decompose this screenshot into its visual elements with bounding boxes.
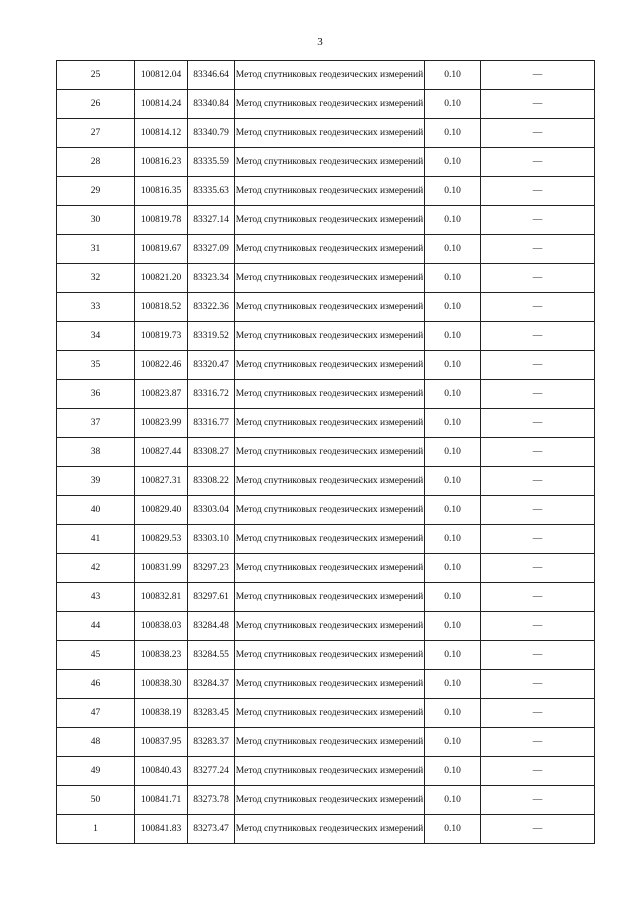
x-coordinate-cell: 100832.81 (135, 583, 188, 612)
note-cell: — (481, 757, 595, 786)
method-cell: Метод спутниковых геодезических измерений (235, 641, 425, 670)
error-cell: 0.10 (425, 612, 481, 641)
note-cell: — (481, 641, 595, 670)
note-cell: — (481, 554, 595, 583)
table-row (57, 496, 595, 525)
method-cell: Метод спутниковых геодезических измерений (235, 438, 425, 467)
note-cell: — (481, 409, 595, 438)
table-row (57, 148, 595, 177)
x-coordinate-cell: 100821.20 (135, 264, 188, 293)
point-number-cell: 35 (57, 351, 135, 380)
x-coordinate-cell: 100841.83 (135, 815, 188, 844)
point-number-cell: 38 (57, 438, 135, 467)
error-cell: 0.10 (425, 264, 481, 293)
method-cell: Метод спутниковых геодезических измерений (235, 815, 425, 844)
note-cell: — (481, 235, 595, 264)
error-cell: 0.10 (425, 786, 481, 815)
table-row (57, 757, 595, 786)
error-cell: 0.10 (425, 699, 481, 728)
point-number-cell: 31 (57, 235, 135, 264)
table-row (57, 61, 595, 90)
y-coordinate-cell: 83319.52 (188, 322, 235, 351)
y-coordinate-cell: 83284.55 (188, 641, 235, 670)
x-coordinate-cell: 100829.40 (135, 496, 188, 525)
y-coordinate-cell: 83327.14 (188, 206, 235, 235)
point-number-cell: 27 (57, 119, 135, 148)
point-number-cell: 44 (57, 612, 135, 641)
y-coordinate-cell: 83316.77 (188, 409, 235, 438)
method-cell: Метод спутниковых геодезических измерений (235, 467, 425, 496)
x-coordinate-cell: 100819.67 (135, 235, 188, 264)
error-cell: 0.10 (425, 61, 481, 90)
table-row (57, 264, 595, 293)
y-coordinate-cell: 83308.27 (188, 438, 235, 467)
table-row (57, 467, 595, 496)
y-coordinate-cell: 83316.72 (188, 380, 235, 409)
point-number-cell: 39 (57, 467, 135, 496)
y-coordinate-cell: 83273.78 (188, 786, 235, 815)
x-coordinate-cell: 100829.53 (135, 525, 188, 554)
error-cell: 0.10 (425, 119, 481, 148)
method-cell: Метод спутниковых геодезических измерений (235, 235, 425, 264)
method-cell: Метод спутниковых геодезических измерений (235, 757, 425, 786)
point-number-cell: 43 (57, 583, 135, 612)
y-coordinate-cell: 83273.47 (188, 815, 235, 844)
point-number-cell: 47 (57, 699, 135, 728)
x-coordinate-cell: 100827.44 (135, 438, 188, 467)
y-coordinate-cell: 83346.64 (188, 61, 235, 90)
coordinates-table (56, 60, 595, 844)
error-cell: 0.10 (425, 90, 481, 119)
table-row (57, 583, 595, 612)
error-cell: 0.10 (425, 380, 481, 409)
error-cell: 0.10 (425, 351, 481, 380)
note-cell: — (481, 815, 595, 844)
point-number-cell: 45 (57, 641, 135, 670)
note-cell: — (481, 467, 595, 496)
error-cell: 0.10 (425, 670, 481, 699)
y-coordinate-cell: 83303.04 (188, 496, 235, 525)
method-cell: Метод спутниковых геодезических измерений (235, 554, 425, 583)
note-cell: — (481, 583, 595, 612)
method-cell: Метод спутниковых геодезических измерений (235, 264, 425, 293)
x-coordinate-cell: 100812.04 (135, 61, 188, 90)
error-cell: 0.10 (425, 467, 481, 496)
method-cell: Метод спутниковых геодезических измерений (235, 119, 425, 148)
table-row (57, 670, 595, 699)
table-row (57, 612, 595, 641)
x-coordinate-cell: 100831.99 (135, 554, 188, 583)
x-coordinate-cell: 100838.19 (135, 699, 188, 728)
x-coordinate-cell: 100841.71 (135, 786, 188, 815)
error-cell: 0.10 (425, 583, 481, 612)
error-cell: 0.10 (425, 554, 481, 583)
table-row (57, 554, 595, 583)
error-cell: 0.10 (425, 641, 481, 670)
table-row (57, 293, 595, 322)
method-cell: Метод спутниковых геодезических измерений (235, 293, 425, 322)
table-row (57, 119, 595, 148)
error-cell: 0.10 (425, 177, 481, 206)
x-coordinate-cell: 100840.43 (135, 757, 188, 786)
point-number-cell: 48 (57, 728, 135, 757)
table-row (57, 322, 595, 351)
note-cell: — (481, 351, 595, 380)
table-row (57, 235, 595, 264)
y-coordinate-cell: 83323.34 (188, 264, 235, 293)
y-coordinate-cell: 83277.24 (188, 757, 235, 786)
point-number-cell: 36 (57, 380, 135, 409)
note-cell: — (481, 90, 595, 119)
error-cell: 0.10 (425, 496, 481, 525)
table-row (57, 641, 595, 670)
error-cell: 0.10 (425, 438, 481, 467)
x-coordinate-cell: 100837.95 (135, 728, 188, 757)
method-cell: Метод спутниковых геодезических измерений (235, 612, 425, 641)
x-coordinate-cell: 100823.99 (135, 409, 188, 438)
error-cell: 0.10 (425, 815, 481, 844)
x-coordinate-cell: 100816.35 (135, 177, 188, 206)
method-cell: Метод спутниковых геодезических измерений (235, 177, 425, 206)
method-cell: Метод спутниковых геодезических измерений (235, 525, 425, 554)
x-coordinate-cell: 100814.24 (135, 90, 188, 119)
table-row (57, 815, 595, 844)
table-row (57, 409, 595, 438)
point-number-cell: 25 (57, 61, 135, 90)
x-coordinate-cell: 100818.52 (135, 293, 188, 322)
error-cell: 0.10 (425, 525, 481, 554)
point-number-cell: 29 (57, 177, 135, 206)
method-cell: Метод спутниковых геодезических измерений (235, 496, 425, 525)
method-cell: Метод спутниковых геодезических измерений (235, 409, 425, 438)
table-row (57, 728, 595, 757)
table-row (57, 351, 595, 380)
point-number-cell: 42 (57, 554, 135, 583)
y-coordinate-cell: 83322.36 (188, 293, 235, 322)
y-coordinate-cell: 83303.10 (188, 525, 235, 554)
y-coordinate-cell: 83327.09 (188, 235, 235, 264)
table-row (57, 206, 595, 235)
method-cell: Метод спутниковых геодезических измерений (235, 148, 425, 177)
y-coordinate-cell: 83340.79 (188, 119, 235, 148)
note-cell: — (481, 728, 595, 757)
note-cell: — (481, 612, 595, 641)
method-cell: Метод спутниковых геодезических измерений (235, 61, 425, 90)
point-number-cell: 40 (57, 496, 135, 525)
table-row (57, 380, 595, 409)
y-coordinate-cell: 83283.37 (188, 728, 235, 757)
error-cell: 0.10 (425, 206, 481, 235)
note-cell: — (481, 670, 595, 699)
method-cell: Метод спутниковых геодезических измерений (235, 206, 425, 235)
y-coordinate-cell: 83283.45 (188, 699, 235, 728)
note-cell: — (481, 496, 595, 525)
note-cell: — (481, 699, 595, 728)
method-cell: Метод спутниковых геодезических измерений (235, 728, 425, 757)
note-cell: — (481, 177, 595, 206)
x-coordinate-cell: 100827.31 (135, 467, 188, 496)
method-cell: Метод спутниковых геодезических измерений (235, 380, 425, 409)
method-cell: Метод спутниковых геодезических измерений (235, 90, 425, 119)
point-number-cell: 41 (57, 525, 135, 554)
table-row (57, 90, 595, 119)
point-number-cell: 1 (57, 815, 135, 844)
note-cell: — (481, 148, 595, 177)
error-cell: 0.10 (425, 757, 481, 786)
point-number-cell: 46 (57, 670, 135, 699)
error-cell: 0.10 (425, 148, 481, 177)
x-coordinate-cell: 100814.12 (135, 119, 188, 148)
y-coordinate-cell: 83297.61 (188, 583, 235, 612)
note-cell: — (481, 380, 595, 409)
point-number-cell: 49 (57, 757, 135, 786)
error-cell: 0.10 (425, 293, 481, 322)
x-coordinate-cell: 100819.78 (135, 206, 188, 235)
point-number-cell: 37 (57, 409, 135, 438)
method-cell: Метод спутниковых геодезических измерений (235, 583, 425, 612)
note-cell: — (481, 322, 595, 351)
note-cell: — (481, 525, 595, 554)
y-coordinate-cell: 83335.59 (188, 148, 235, 177)
x-coordinate-cell: 100838.03 (135, 612, 188, 641)
method-cell: Метод спутниковых геодезических измерений (235, 322, 425, 351)
note-cell: — (481, 264, 595, 293)
point-number-cell: 28 (57, 148, 135, 177)
point-number-cell: 34 (57, 322, 135, 351)
table-row (57, 177, 595, 206)
point-number-cell: 33 (57, 293, 135, 322)
error-cell: 0.10 (425, 409, 481, 438)
x-coordinate-cell: 100823.87 (135, 380, 188, 409)
x-coordinate-cell: 100822.46 (135, 351, 188, 380)
note-cell: — (481, 438, 595, 467)
note-cell: — (481, 119, 595, 148)
note-cell: — (481, 206, 595, 235)
error-cell: 0.10 (425, 728, 481, 757)
table-row (57, 438, 595, 467)
page-number: 3 (317, 36, 323, 48)
y-coordinate-cell: 83284.48 (188, 612, 235, 641)
y-coordinate-cell: 83284.37 (188, 670, 235, 699)
coordinates-table-body (57, 61, 595, 844)
y-coordinate-cell: 83340.84 (188, 90, 235, 119)
note-cell: — (481, 786, 595, 815)
point-number-cell: 32 (57, 264, 135, 293)
x-coordinate-cell: 100816.23 (135, 148, 188, 177)
point-number-cell: 50 (57, 786, 135, 815)
method-cell: Метод спутниковых геодезических измерений (235, 351, 425, 380)
table-row (57, 786, 595, 815)
method-cell: Метод спутниковых геодезических измерений (235, 699, 425, 728)
table-row (57, 525, 595, 554)
y-coordinate-cell: 83320.47 (188, 351, 235, 380)
point-number-cell: 26 (57, 90, 135, 119)
method-cell: Метод спутниковых геодезических измерений (235, 670, 425, 699)
x-coordinate-cell: 100819.73 (135, 322, 188, 351)
table-row (57, 699, 595, 728)
error-cell: 0.10 (425, 322, 481, 351)
x-coordinate-cell: 100838.30 (135, 670, 188, 699)
y-coordinate-cell: 83335.63 (188, 177, 235, 206)
y-coordinate-cell: 83297.23 (188, 554, 235, 583)
method-cell: Метод спутниковых геодезических измерений (235, 786, 425, 815)
y-coordinate-cell: 83308.22 (188, 467, 235, 496)
error-cell: 0.10 (425, 235, 481, 264)
x-coordinate-cell: 100838.23 (135, 641, 188, 670)
point-number-cell: 30 (57, 206, 135, 235)
note-cell: — (481, 61, 595, 90)
note-cell: — (481, 293, 595, 322)
